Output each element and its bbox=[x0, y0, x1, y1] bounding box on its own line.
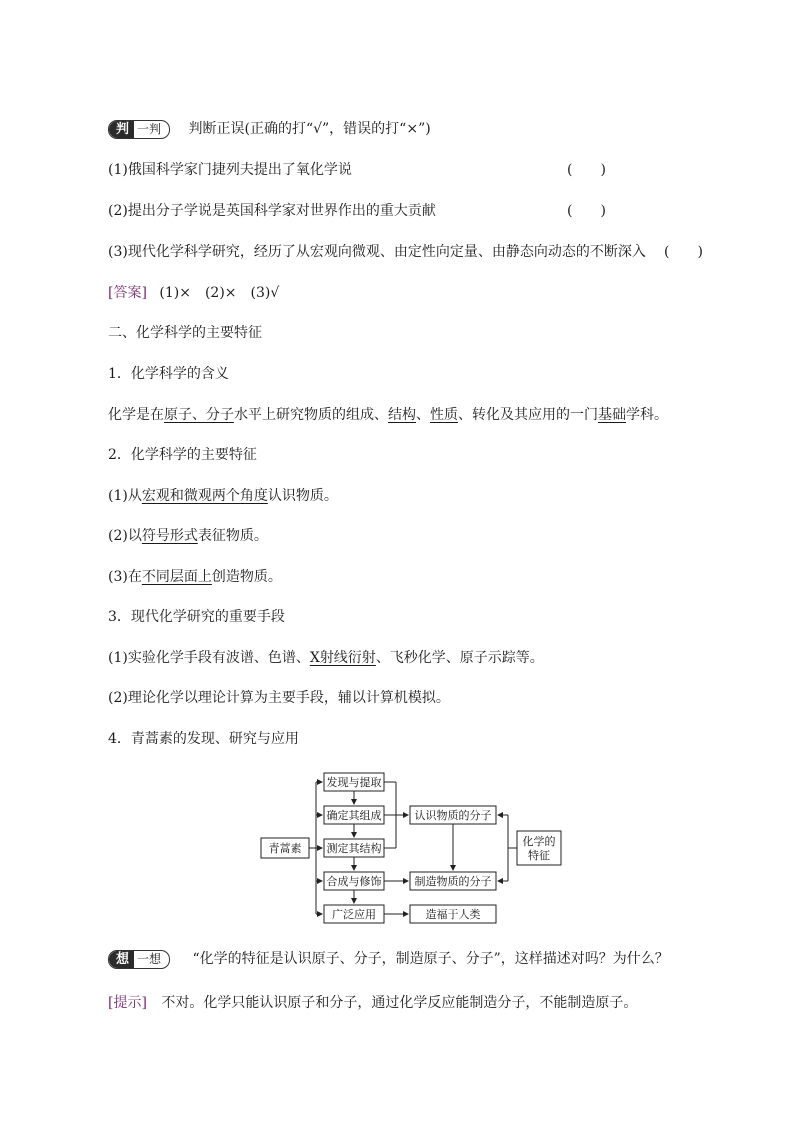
label-root: 青蒿素 bbox=[268, 842, 302, 855]
blank-basic: 基础 bbox=[598, 407, 626, 423]
label-feature-1: 化学的 bbox=[522, 835, 556, 848]
heading-4: 4．青蒿素的发现、研究与应用 bbox=[108, 731, 299, 747]
judge-item-1: (1)俄国科学家门捷列夫提出了氧化学说 bbox=[108, 162, 352, 178]
judge-header bbox=[108, 119, 431, 139]
method-1: (1)实验化学手段有波谱、色谱、X射线衍射、飞秒化学、原子示踪等。 bbox=[108, 650, 544, 666]
blank-levels: 不同层面上 bbox=[141, 569, 212, 585]
judge-instruction: 判断正误(正确的打“√”，错误的打“×”) bbox=[188, 121, 431, 137]
definition-line: 化学是在原子、分子水平上研究物质的组成、结构、性质、转化及其应用的一门基础学科。 bbox=[108, 407, 668, 423]
label-make-molecule: 制造物质的分子 bbox=[414, 875, 492, 888]
label-step-2: 确定其组成 bbox=[326, 809, 382, 822]
answer-label: [答案] bbox=[108, 285, 147, 301]
blank-symbol: 符号形式 bbox=[141, 528, 198, 544]
heading-3: 3．现代化学研究的重要手段 bbox=[108, 609, 285, 625]
label-step-1: 发现与提取 bbox=[326, 776, 382, 789]
label-step-3: 测定其结构 bbox=[326, 842, 382, 855]
answer-text: (1)× (2)× (3)√ bbox=[159, 285, 280, 301]
feature-1: (1)从宏观和微观两个角度认识物质。 bbox=[108, 488, 338, 504]
method-2: (2)理论化学以理论计算为主要手段，辅以计算机模拟。 bbox=[108, 690, 450, 706]
blank-property: 性质 bbox=[430, 407, 458, 423]
heading-2: 2．化学科学的主要特征 bbox=[108, 447, 257, 463]
judge-paren-1: ( ) bbox=[567, 162, 606, 178]
judge-item-2: (2)提出分子学说是英国科学家对世界作出的重大贡献 bbox=[108, 203, 436, 219]
judge-badge: 判 一判 bbox=[108, 120, 170, 139]
blank-atom-molecule: 原子、分子 bbox=[164, 407, 234, 423]
blank-structure: 结构 bbox=[388, 407, 416, 423]
judge-answer bbox=[108, 283, 279, 303]
judge-item-3: (3)现代化学科学研究，经历了从宏观向微观、由定性向定量、由静态向动态的不断深入 bbox=[108, 244, 646, 260]
hint-text: 不对。化学只能认识原子和分子，通过化学反应能制造分子，不能制造原子。 bbox=[161, 995, 638, 1011]
label-know-molecule: 认识物质的分子 bbox=[414, 809, 492, 822]
feature-2: (2)以符号形式表征物质。 bbox=[108, 528, 268, 544]
hint-label: [提示] bbox=[108, 995, 147, 1011]
label-feature-2: 特征 bbox=[528, 849, 550, 862]
feature-3: (3)在不同层面上创造物质。 bbox=[108, 569, 282, 585]
think-header bbox=[108, 949, 669, 969]
artemisinin-flowchart bbox=[258, 768, 568, 928]
blank-xray: X射线衍射 bbox=[309, 650, 376, 666]
label-step-4: 合成与修饰 bbox=[326, 875, 382, 888]
think-hint bbox=[108, 993, 637, 1013]
label-benefit: 造福于人类 bbox=[425, 908, 481, 921]
blank-macro-micro: 宏观和微观两个角度 bbox=[141, 488, 268, 504]
think-badge: 想 一想 bbox=[108, 950, 170, 969]
heading-1: 1．化学科学的含义 bbox=[108, 366, 229, 382]
section-title: 二、化学科学的主要特征 bbox=[108, 325, 262, 341]
judge-paren-2: ( ) bbox=[567, 203, 606, 219]
label-step-5: 广泛应用 bbox=[332, 908, 376, 921]
judge-paren-3: ( ) bbox=[664, 244, 703, 260]
think-question: “化学的特征是认识原子、分子，制造原子、分子”，这样描述对吗？为什么？ bbox=[192, 951, 669, 967]
